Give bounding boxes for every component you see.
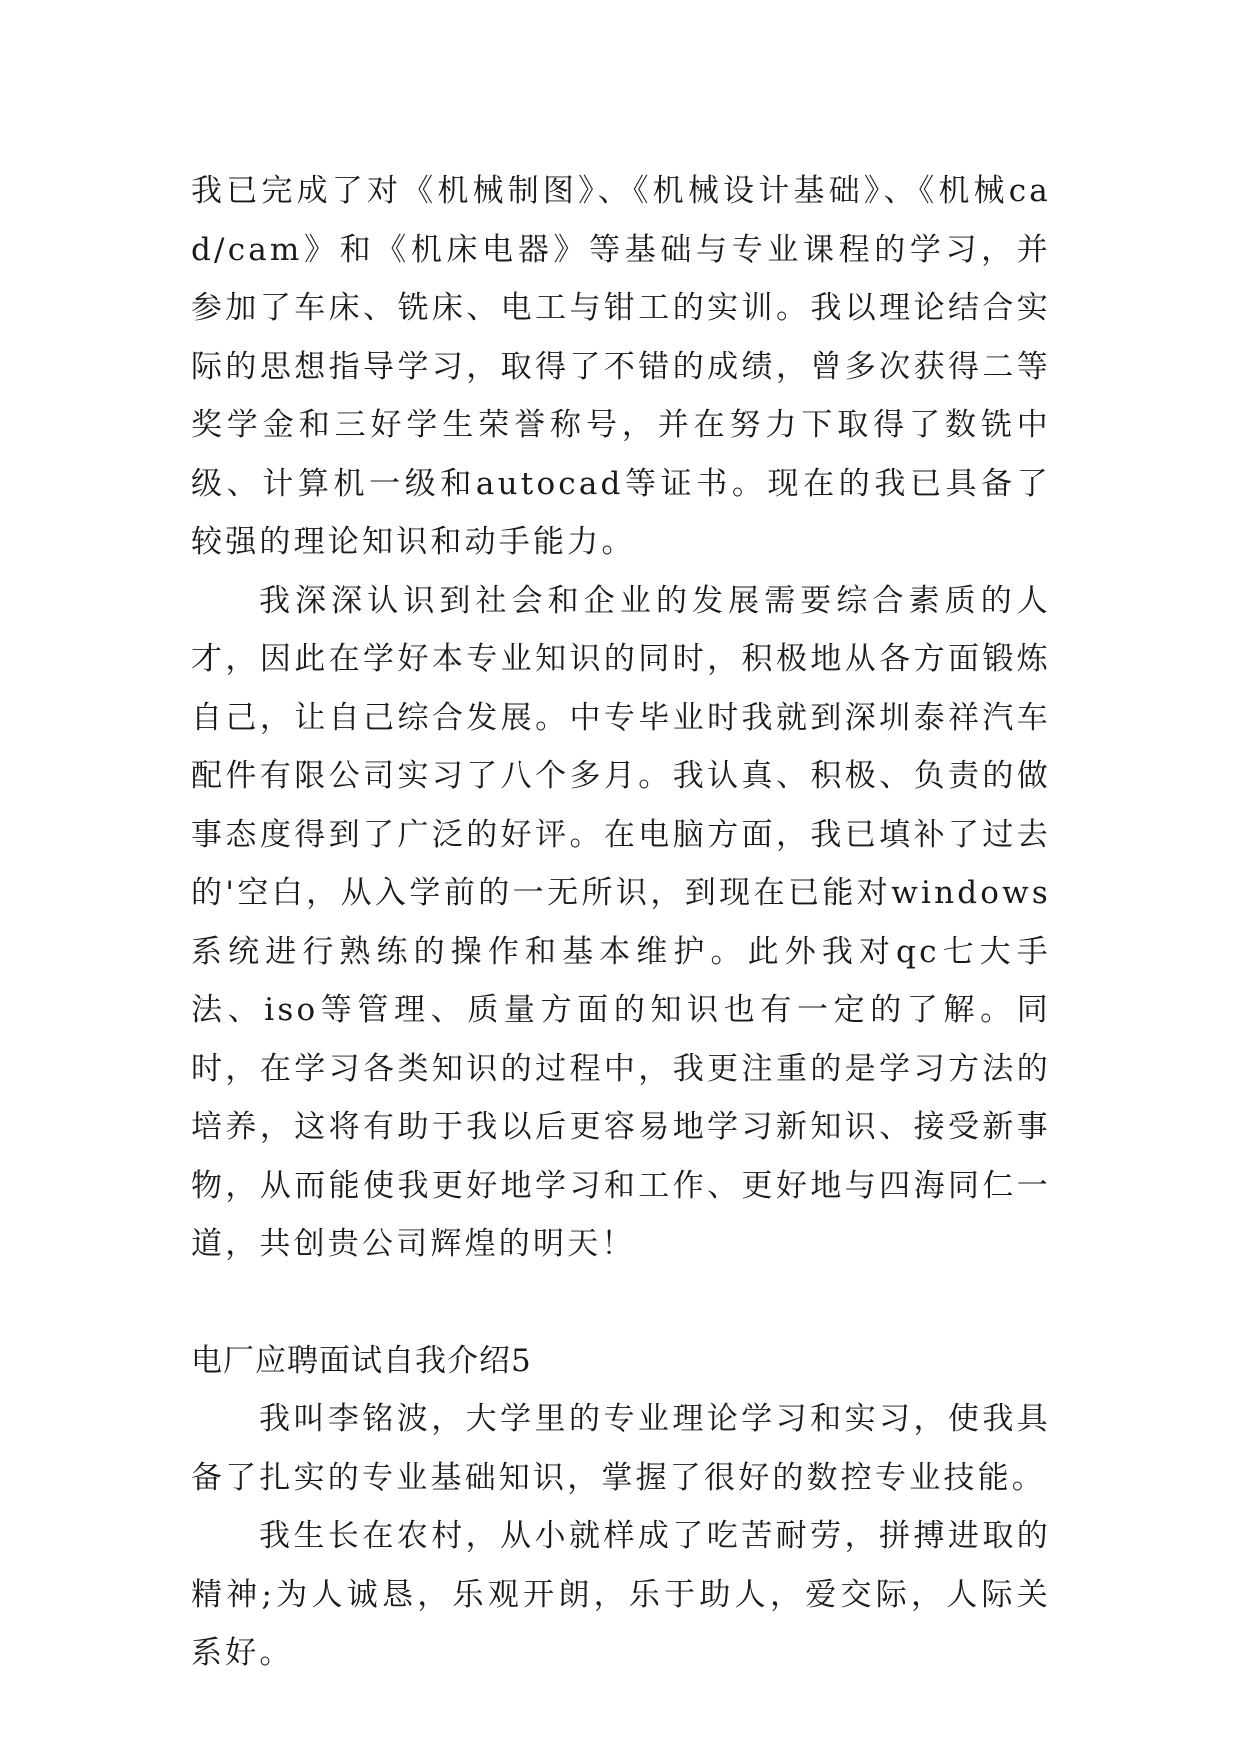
body-paragraph: 我叫李铭波，大学里的专业理论学习和实习，使我具备了扎实的专业基础知识，掌握了很好的数控专业技能。 bbox=[191, 1401, 1051, 1496]
document-body bbox=[191, 162, 1051, 1683]
body-paragraph: 我深深认识到社会和企业的发展需要综合素质的人才，因此在学好本专业知识的同时，积极地从各方面锻炼自己，让自己综合发展。中专毕业时我就到深圳泰祥汽车配件有限公司实习了八个多月。我认真、积极、负责的做事态度得到了广泛的好评。在电脑方面，我已填补了过去的'空白，从入学前的一无所识，到现在已能对windows系统进行熟练的操作和基本维护。此外我对qc七大手法、iso等管理、质量方面的知识也有一定的了解。同时，在学习各类知识的过程中，我更注重的是学习方法的培养，这将有助于我以后更容易地学习新知识、接受新事物，从而能使我更好地学习和工作、更好地与四海同仁一道，共创贵公司辉煌的明天！ bbox=[191, 582, 1051, 1262]
body-paragraph: 我已完成了对《机械制图》、《机械设计基础》、《机械cad/cam》和《机床电器》等基础与专业课程的学习，并参加了车床、铣床、电工与钳工的实训。我以理论结合实际的思想指导学习，取得了不错的成绩，曾多次获得二等奖学金和三好学生荣誉称号，并在努力下取得了数铣中级、计算机一级和autocad等证书。现在的我已具备了较强的理论知识和动手能力。 bbox=[191, 173, 1051, 560]
body-paragraph: 我生长在农村，从小就样成了吃苦耐劳，拼搏进取的精神;为人诚恳，乐观开朗，乐于助人，爱交际，人际关系好。 bbox=[191, 1518, 1051, 1671]
section-heading: 电厂应聘面试自我介绍5 bbox=[191, 1342, 532, 1379]
